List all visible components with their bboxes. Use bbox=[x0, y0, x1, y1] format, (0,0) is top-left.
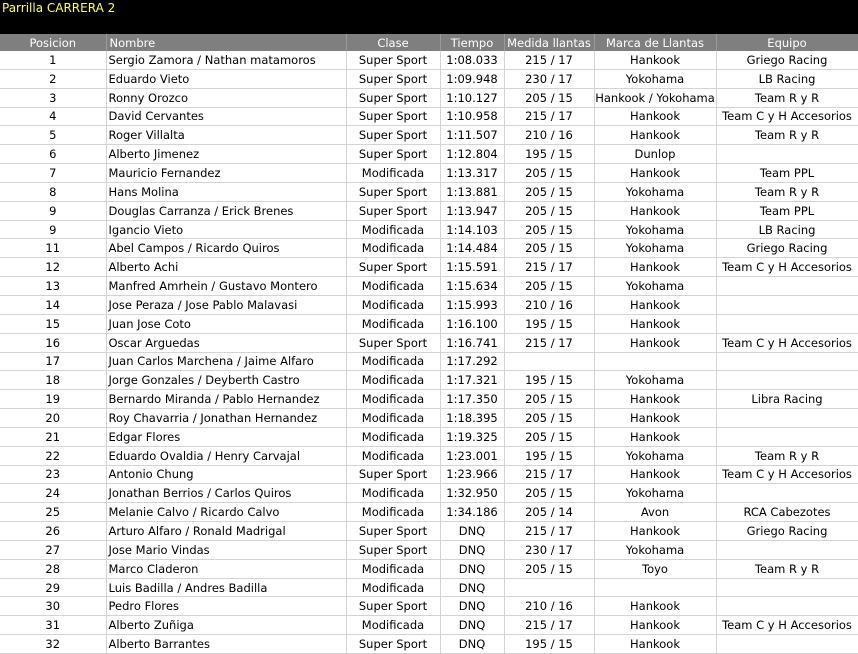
marca-llantas-cell[interactable]: Hankook bbox=[594, 295, 716, 314]
equipo-cell[interactable]: Team R y R bbox=[716, 446, 858, 465]
marca-llantas-cell[interactable]: Hankook bbox=[594, 616, 716, 635]
tiempo-cell[interactable]: 1:16.100 bbox=[440, 314, 504, 333]
equipo-cell[interactable] bbox=[716, 277, 858, 296]
tiempo-cell[interactable]: DNQ bbox=[440, 597, 504, 616]
medida-llantas-cell[interactable]: 205 / 15 bbox=[504, 88, 594, 107]
table-row bbox=[0, 314, 858, 333]
equipo-cell[interactable] bbox=[716, 409, 858, 428]
tiempo-cell[interactable]: 1:13.881 bbox=[440, 182, 504, 201]
tiempo-cell[interactable]: DNQ bbox=[440, 540, 504, 559]
equipo-cell[interactable]: Team R y R bbox=[716, 182, 858, 201]
table-row bbox=[0, 258, 858, 277]
equipo-cell[interactable]: Griego Racing bbox=[716, 522, 858, 541]
medida-llantas-cell[interactable]: 210 / 16 bbox=[504, 126, 594, 145]
medida-llantas-cell[interactable]: 195 / 15 bbox=[504, 145, 594, 164]
medida-llantas-cell[interactable]: 205 / 15 bbox=[504, 484, 594, 503]
tiempo-cell[interactable]: DNQ bbox=[440, 635, 504, 654]
table-row bbox=[0, 635, 858, 654]
nombre-cell[interactable]: Eduardo Ovaldia / Henry Carvajal bbox=[106, 446, 346, 465]
marca-llantas-cell[interactable]: Avon bbox=[594, 503, 716, 522]
marca-llantas-cell[interactable]: Hankook bbox=[594, 51, 716, 69]
marca-llantas-cell[interactable]: Yokohama bbox=[594, 371, 716, 390]
equipo-cell[interactable] bbox=[716, 635, 858, 654]
marca-llantas-cell[interactable]: Hankook bbox=[594, 427, 716, 446]
equipo-cell[interactable] bbox=[716, 597, 858, 616]
nombre-cell[interactable]: Manfred Amrhein / Gustavo Montero bbox=[106, 277, 346, 296]
posicion-cell[interactable]: 7 bbox=[0, 164, 106, 183]
posicion-cell[interactable]: 12 bbox=[0, 258, 106, 277]
equipo-cell[interactable]: LB Racing bbox=[716, 69, 858, 88]
clase-cell[interactable]: Modificada bbox=[346, 427, 440, 446]
medida-llantas-cell[interactable]: 215 / 17 bbox=[504, 333, 594, 352]
clase-cell[interactable]: Modificada bbox=[346, 239, 440, 258]
tiempo-cell[interactable]: 1:17.292 bbox=[440, 352, 504, 371]
equipo-cell[interactable]: Team C y H Accesorios bbox=[716, 258, 858, 277]
clase-cell[interactable]: Super Sport bbox=[346, 88, 440, 107]
posicion-cell[interactable]: 9 bbox=[0, 201, 106, 220]
medida-llantas-cell[interactable]: 205 / 15 bbox=[504, 409, 594, 428]
tiempo-cell[interactable]: DNQ bbox=[440, 578, 504, 597]
tiempo-cell[interactable]: 1:11.507 bbox=[440, 126, 504, 145]
tiempo-cell[interactable]: 1:14.484 bbox=[440, 239, 504, 258]
clase-cell[interactable]: Modificada bbox=[346, 277, 440, 296]
table-row bbox=[0, 126, 858, 145]
clase-cell[interactable]: Modificada bbox=[346, 164, 440, 183]
nombre-cell[interactable]: Jose Peraza / Jose Pablo Malavasi bbox=[106, 295, 346, 314]
nombre-cell[interactable]: Juan Carlos Marchena / Jaime Alfaro bbox=[106, 352, 346, 371]
nombre-cell[interactable]: Alberto Achi bbox=[106, 258, 346, 277]
nombre-cell[interactable]: Melanie Calvo / Ricardo Calvo bbox=[106, 503, 346, 522]
clase-cell[interactable]: Modificada bbox=[346, 484, 440, 503]
equipo-cell[interactable] bbox=[716, 352, 858, 371]
marca-llantas-cell[interactable]: Yokohama bbox=[594, 540, 716, 559]
equipo-cell[interactable] bbox=[716, 314, 858, 333]
table-row bbox=[0, 88, 858, 107]
equipo-cell[interactable] bbox=[716, 540, 858, 559]
marca-llantas-cell[interactable] bbox=[594, 352, 716, 371]
nombre-cell[interactable]: Alberto Barrantes bbox=[106, 635, 346, 654]
marca-llantas-cell[interactable]: Yokohama bbox=[594, 69, 716, 88]
medida-llantas-cell[interactable]: 210 / 16 bbox=[504, 597, 594, 616]
clase-cell[interactable]: Super Sport bbox=[346, 145, 440, 164]
posicion-cell[interactable]: 8 bbox=[0, 182, 106, 201]
nombre-cell[interactable]: Roger Villalta bbox=[106, 126, 346, 145]
nombre-cell[interactable]: Arturo Alfaro / Ronald Madrigal bbox=[106, 522, 346, 541]
nombre-cell[interactable]: Oscar Arguedas bbox=[106, 333, 346, 352]
medida-llantas-cell[interactable]: 230 / 17 bbox=[504, 540, 594, 559]
equipo-cell[interactable]: LB Racing bbox=[716, 220, 858, 239]
table-row bbox=[0, 107, 858, 126]
header-equipo[interactable]: Equipo bbox=[716, 34, 858, 51]
table-row bbox=[0, 352, 858, 371]
medida-llantas-cell[interactable]: 215 / 17 bbox=[504, 258, 594, 277]
nombre-cell[interactable]: Mauricio Fernandez bbox=[106, 164, 346, 183]
marca-llantas-cell[interactable]: Hankook bbox=[594, 390, 716, 409]
posicion-cell[interactable]: 31 bbox=[0, 616, 106, 635]
clase-cell[interactable]: Modificada bbox=[346, 578, 440, 597]
header-tiempo[interactable]: Tiempo bbox=[440, 34, 504, 51]
nombre-cell[interactable]: Edgar Flores bbox=[106, 427, 346, 446]
clase-cell[interactable]: Modificada bbox=[346, 352, 440, 371]
table-row bbox=[0, 333, 858, 352]
medida-llantas-cell[interactable]: 205 / 15 bbox=[504, 559, 594, 578]
nombre-cell[interactable]: Antonio Chung bbox=[106, 465, 346, 484]
tiempo-cell[interactable]: DNQ bbox=[440, 616, 504, 635]
posicion-cell[interactable]: 32 bbox=[0, 635, 106, 654]
tiempo-cell[interactable]: 1:32.950 bbox=[440, 484, 504, 503]
equipo-cell[interactable] bbox=[716, 578, 858, 597]
medida-llantas-cell[interactable]: 215 / 17 bbox=[504, 616, 594, 635]
table-row bbox=[0, 371, 858, 390]
tiempo-cell[interactable]: 1:08.033 bbox=[440, 51, 504, 69]
medida-llantas-cell[interactable]: 195 / 15 bbox=[504, 314, 594, 333]
clase-cell[interactable]: Super Sport bbox=[346, 465, 440, 484]
nombre-cell[interactable]: Alberto Jimenez bbox=[106, 145, 346, 164]
tiempo-cell[interactable]: 1:16.741 bbox=[440, 333, 504, 352]
marca-llantas-cell[interactable]: Hankook bbox=[594, 465, 716, 484]
marca-llantas-cell[interactable]: Hankook bbox=[594, 258, 716, 277]
clase-cell[interactable]: Super Sport bbox=[346, 635, 440, 654]
nombre-cell[interactable]: Hans Molina bbox=[106, 182, 346, 201]
marca-llantas-cell[interactable]: Yokohama bbox=[594, 239, 716, 258]
equipo-cell[interactable]: Team PPL bbox=[716, 201, 858, 220]
clase-cell[interactable]: Super Sport bbox=[346, 201, 440, 220]
table-row bbox=[0, 597, 858, 616]
header-nombre[interactable]: Nombre bbox=[106, 34, 346, 51]
posicion-cell[interactable]: 9 bbox=[0, 220, 106, 239]
marca-llantas-cell[interactable]: Hankook bbox=[594, 333, 716, 352]
marca-llantas-cell[interactable]: Hankook / Yokohama bbox=[594, 88, 716, 107]
posicion-cell[interactable]: 15 bbox=[0, 314, 106, 333]
posicion-cell[interactable]: 2 bbox=[0, 69, 106, 88]
tiempo-cell[interactable]: 1:15.993 bbox=[440, 295, 504, 314]
posicion-cell[interactable]: 3 bbox=[0, 88, 106, 107]
equipo-cell[interactable]: Team R y R bbox=[716, 126, 858, 145]
equipo-cell[interactable] bbox=[716, 484, 858, 503]
posicion-cell[interactable]: 22 bbox=[0, 446, 106, 465]
clase-cell[interactable]: Super Sport bbox=[346, 333, 440, 352]
marca-llantas-cell[interactable] bbox=[594, 578, 716, 597]
medida-llantas-cell[interactable]: 215 / 17 bbox=[504, 51, 594, 69]
table-row bbox=[0, 427, 858, 446]
table-row bbox=[0, 522, 858, 541]
tiempo-cell[interactable]: 1:13.317 bbox=[440, 164, 504, 183]
nombre-cell[interactable]: Eduardo Vieto bbox=[106, 69, 346, 88]
table-row bbox=[0, 295, 858, 314]
posicion-cell[interactable]: 6 bbox=[0, 145, 106, 164]
nombre-cell[interactable]: Jose Mario Vindas bbox=[106, 540, 346, 559]
marca-llantas-cell[interactable]: Toyo bbox=[594, 559, 716, 578]
clase-cell[interactable]: Modificada bbox=[346, 409, 440, 428]
marca-llantas-cell[interactable]: Yokohama bbox=[594, 484, 716, 503]
medida-llantas-cell[interactable]: 215 / 17 bbox=[504, 107, 594, 126]
equipo-cell[interactable]: Team C y H Accesorios bbox=[716, 616, 858, 635]
clase-cell[interactable]: Modificada bbox=[346, 220, 440, 239]
nombre-cell[interactable]: Juan Jose Coto bbox=[106, 314, 346, 333]
table-row bbox=[0, 465, 858, 484]
nombre-cell[interactable]: Alberto Zuñiga bbox=[106, 616, 346, 635]
table-row bbox=[0, 182, 858, 201]
marca-llantas-cell[interactable]: Hankook bbox=[594, 314, 716, 333]
medida-llantas-cell[interactable]: 205 / 14 bbox=[504, 503, 594, 522]
posicion-cell[interactable]: 18 bbox=[0, 371, 106, 390]
clase-cell[interactable]: Super Sport bbox=[346, 597, 440, 616]
nombre-cell[interactable]: Pedro Flores bbox=[106, 597, 346, 616]
equipo-cell[interactable] bbox=[716, 371, 858, 390]
clase-cell[interactable]: Super Sport bbox=[346, 107, 440, 126]
table-row bbox=[0, 69, 858, 88]
equipo-cell[interactable]: Team C y H Accesorios bbox=[716, 107, 858, 126]
medida-llantas-cell[interactable]: 195 / 15 bbox=[504, 446, 594, 465]
marca-llantas-cell[interactable]: Hankook bbox=[594, 201, 716, 220]
table-row bbox=[0, 409, 858, 428]
posicion-cell[interactable]: 19 bbox=[0, 390, 106, 409]
clase-cell[interactable]: Modificada bbox=[346, 559, 440, 578]
equipo-cell[interactable]: Griego Racing bbox=[716, 51, 858, 69]
medida-llantas-cell[interactable]: 205 / 15 bbox=[504, 390, 594, 409]
header-posicion[interactable]: Posicion bbox=[0, 34, 106, 51]
marca-llantas-cell[interactable]: Hankook bbox=[594, 107, 716, 126]
equipo-cell[interactable]: Team PPL bbox=[716, 164, 858, 183]
marca-llantas-cell[interactable]: Hankook bbox=[594, 126, 716, 145]
equipo-cell[interactable]: Libra Racing bbox=[716, 390, 858, 409]
tiempo-cell[interactable]: 1:14.103 bbox=[440, 220, 504, 239]
tiempo-cell[interactable]: 1:15.634 bbox=[440, 277, 504, 296]
tiempo-cell[interactable]: 1:19.325 bbox=[440, 427, 504, 446]
nombre-cell[interactable]: Luis Badilla / Andres Badilla bbox=[106, 578, 346, 597]
clase-cell[interactable]: Modificada bbox=[346, 371, 440, 390]
nombre-cell[interactable]: David Cervantes bbox=[106, 107, 346, 126]
medida-llantas-cell[interactable]: 205 / 15 bbox=[504, 182, 594, 201]
posicion-cell[interactable]: 14 bbox=[0, 295, 106, 314]
tiempo-cell[interactable]: 1:17.350 bbox=[440, 390, 504, 409]
equipo-cell[interactable]: Team C y H Accesorios bbox=[716, 465, 858, 484]
equipo-cell[interactable]: Team C y H Accesorios bbox=[716, 333, 858, 352]
nombre-cell[interactable]: Sergio Zamora / Nathan matamoros bbox=[106, 51, 346, 69]
table-row bbox=[0, 540, 858, 559]
medida-llantas-cell[interactable]: 205 / 15 bbox=[504, 164, 594, 183]
medida-llantas-cell[interactable]: 205 / 15 bbox=[504, 427, 594, 446]
table-row bbox=[0, 51, 858, 69]
sheet-title: Parrilla CARRERA 2 bbox=[0, 0, 858, 34]
tiempo-cell[interactable]: 1:09.948 bbox=[440, 69, 504, 88]
header-clase[interactable]: Clase bbox=[346, 34, 440, 51]
clase-cell[interactable]: Modificada bbox=[346, 314, 440, 333]
tiempo-cell[interactable]: 1:15.591 bbox=[440, 258, 504, 277]
marca-llantas-cell[interactable]: Hankook bbox=[594, 597, 716, 616]
nombre-cell[interactable]: Jonathan Berrios / Carlos Quiros bbox=[106, 484, 346, 503]
medida-llantas-cell[interactable]: 215 / 17 bbox=[504, 465, 594, 484]
marca-llantas-cell[interactable]: Yokohama bbox=[594, 446, 716, 465]
posicion-cell[interactable]: 29 bbox=[0, 578, 106, 597]
nombre-cell[interactable]: Marco Claderon bbox=[106, 559, 346, 578]
medida-llantas-cell[interactable]: 205 / 15 bbox=[504, 277, 594, 296]
header-marca-llantas[interactable]: Marca de Llantas bbox=[594, 34, 716, 51]
grid-table bbox=[0, 34, 858, 654]
clase-cell[interactable]: Modificada bbox=[346, 390, 440, 409]
marca-llantas-cell[interactable]: Yokohama bbox=[594, 220, 716, 239]
medida-llantas-cell[interactable]: 195 / 15 bbox=[504, 371, 594, 390]
table-row bbox=[0, 239, 858, 258]
nombre-cell[interactable]: Igancio Vieto bbox=[106, 220, 346, 239]
header-row bbox=[0, 34, 858, 51]
clase-cell[interactable]: Super Sport bbox=[346, 540, 440, 559]
table-row bbox=[0, 220, 858, 239]
posicion-cell[interactable]: 30 bbox=[0, 597, 106, 616]
posicion-cell[interactable]: 20 bbox=[0, 409, 106, 428]
tiempo-cell[interactable]: 1:10.127 bbox=[440, 88, 504, 107]
clase-cell[interactable]: Modificada bbox=[346, 446, 440, 465]
tiempo-cell[interactable]: 1:13.947 bbox=[440, 201, 504, 220]
marca-llantas-cell[interactable]: Yokohama bbox=[594, 182, 716, 201]
medida-llantas-cell[interactable]: 215 / 17 bbox=[504, 522, 594, 541]
posicion-cell[interactable]: 17 bbox=[0, 352, 106, 371]
equipo-cell[interactable] bbox=[716, 145, 858, 164]
marca-llantas-cell[interactable]: Dunlop bbox=[594, 145, 716, 164]
tiempo-cell[interactable]: 1:34.186 bbox=[440, 503, 504, 522]
medida-llantas-cell[interactable]: 210 / 16 bbox=[504, 295, 594, 314]
clase-cell[interactable]: Super Sport bbox=[346, 522, 440, 541]
tiempo-cell[interactable]: 1:23.001 bbox=[440, 446, 504, 465]
posicion-cell[interactable]: 21 bbox=[0, 427, 106, 446]
clase-cell[interactable]: Modificada bbox=[346, 616, 440, 635]
table-row bbox=[0, 578, 858, 597]
tiempo-cell[interactable]: 1:12.804 bbox=[440, 145, 504, 164]
nombre-cell[interactable]: Bernardo Miranda / Pablo Hernandez bbox=[106, 390, 346, 409]
clase-cell[interactable]: Super Sport bbox=[346, 182, 440, 201]
tiempo-cell[interactable]: DNQ bbox=[440, 559, 504, 578]
clase-cell[interactable]: Super Sport bbox=[346, 69, 440, 88]
nombre-cell[interactable]: Abel Campos / Ricardo Quiros bbox=[106, 239, 346, 258]
equipo-cell[interactable]: Team R y R bbox=[716, 88, 858, 107]
table-row bbox=[0, 559, 858, 578]
medida-llantas-cell[interactable]: 205 / 15 bbox=[504, 239, 594, 258]
table-row bbox=[0, 277, 858, 296]
posicion-cell[interactable]: 27 bbox=[0, 540, 106, 559]
clase-cell[interactable]: Super Sport bbox=[346, 258, 440, 277]
tiempo-cell[interactable]: 1:10.958 bbox=[440, 107, 504, 126]
nombre-cell[interactable]: Douglas Carranza / Erick Brenes bbox=[106, 201, 346, 220]
table-row bbox=[0, 503, 858, 522]
medida-llantas-cell[interactable]: 230 / 17 bbox=[504, 69, 594, 88]
marca-llantas-cell[interactable]: Hankook bbox=[594, 409, 716, 428]
medida-llantas-cell[interactable]: 205 / 15 bbox=[504, 201, 594, 220]
clase-cell[interactable]: Modificada bbox=[346, 503, 440, 522]
posicion-cell[interactable]: 25 bbox=[0, 503, 106, 522]
posicion-cell[interactable]: 4 bbox=[0, 107, 106, 126]
tiempo-cell[interactable]: 1:23.966 bbox=[440, 465, 504, 484]
posicion-cell[interactable]: 5 bbox=[0, 126, 106, 145]
nombre-cell[interactable]: Roy Chavarria / Jonathan Hernandez bbox=[106, 409, 346, 428]
posicion-cell[interactable]: 11 bbox=[0, 239, 106, 258]
medida-llantas-cell[interactable]: 195 / 15 bbox=[504, 635, 594, 654]
medida-llantas-cell[interactable]: 205 / 15 bbox=[504, 220, 594, 239]
marca-llantas-cell[interactable]: Yokohama bbox=[594, 277, 716, 296]
clase-cell[interactable]: Modificada bbox=[346, 295, 440, 314]
marca-llantas-cell[interactable]: Hankook bbox=[594, 164, 716, 183]
medida-llantas-cell[interactable] bbox=[504, 352, 594, 371]
table-row bbox=[0, 446, 858, 465]
table-row bbox=[0, 616, 858, 635]
marca-llantas-cell[interactable]: Hankook bbox=[594, 635, 716, 654]
table-row bbox=[0, 484, 858, 503]
tiempo-cell[interactable]: DNQ bbox=[440, 522, 504, 541]
posicion-cell[interactable]: 23 bbox=[0, 465, 106, 484]
table-row bbox=[0, 145, 858, 164]
table-row bbox=[0, 201, 858, 220]
posicion-cell[interactable]: 28 bbox=[0, 559, 106, 578]
equipo-cell[interactable]: RCA Cabezotes bbox=[716, 503, 858, 522]
posicion-cell[interactable]: 26 bbox=[0, 522, 106, 541]
medida-llantas-cell[interactable] bbox=[504, 578, 594, 597]
posicion-cell[interactable]: 1 bbox=[0, 51, 106, 69]
posicion-cell[interactable]: 13 bbox=[0, 277, 106, 296]
tiempo-cell[interactable]: 1:18.395 bbox=[440, 409, 504, 428]
table-row bbox=[0, 164, 858, 183]
equipo-cell[interactable] bbox=[716, 295, 858, 314]
equipo-cell[interactable]: Griego Racing bbox=[716, 239, 858, 258]
equipo-cell[interactable]: Team R y R bbox=[716, 559, 858, 578]
nombre-cell[interactable]: Ronny Orozco bbox=[106, 88, 346, 107]
clase-cell[interactable]: Super Sport bbox=[346, 51, 440, 69]
table-row bbox=[0, 390, 858, 409]
clase-cell[interactable]: Super Sport bbox=[346, 126, 440, 145]
marca-llantas-cell[interactable]: Hankook bbox=[594, 522, 716, 541]
posicion-cell[interactable]: 16 bbox=[0, 333, 106, 352]
nombre-cell[interactable]: Jorge Gonzales / Deyberth Castro bbox=[106, 371, 346, 390]
tiempo-cell[interactable]: 1:17.321 bbox=[440, 371, 504, 390]
posicion-cell[interactable]: 24 bbox=[0, 484, 106, 503]
equipo-cell[interactable] bbox=[716, 427, 858, 446]
header-medida-llantas[interactable]: Medida llantas bbox=[504, 34, 594, 51]
